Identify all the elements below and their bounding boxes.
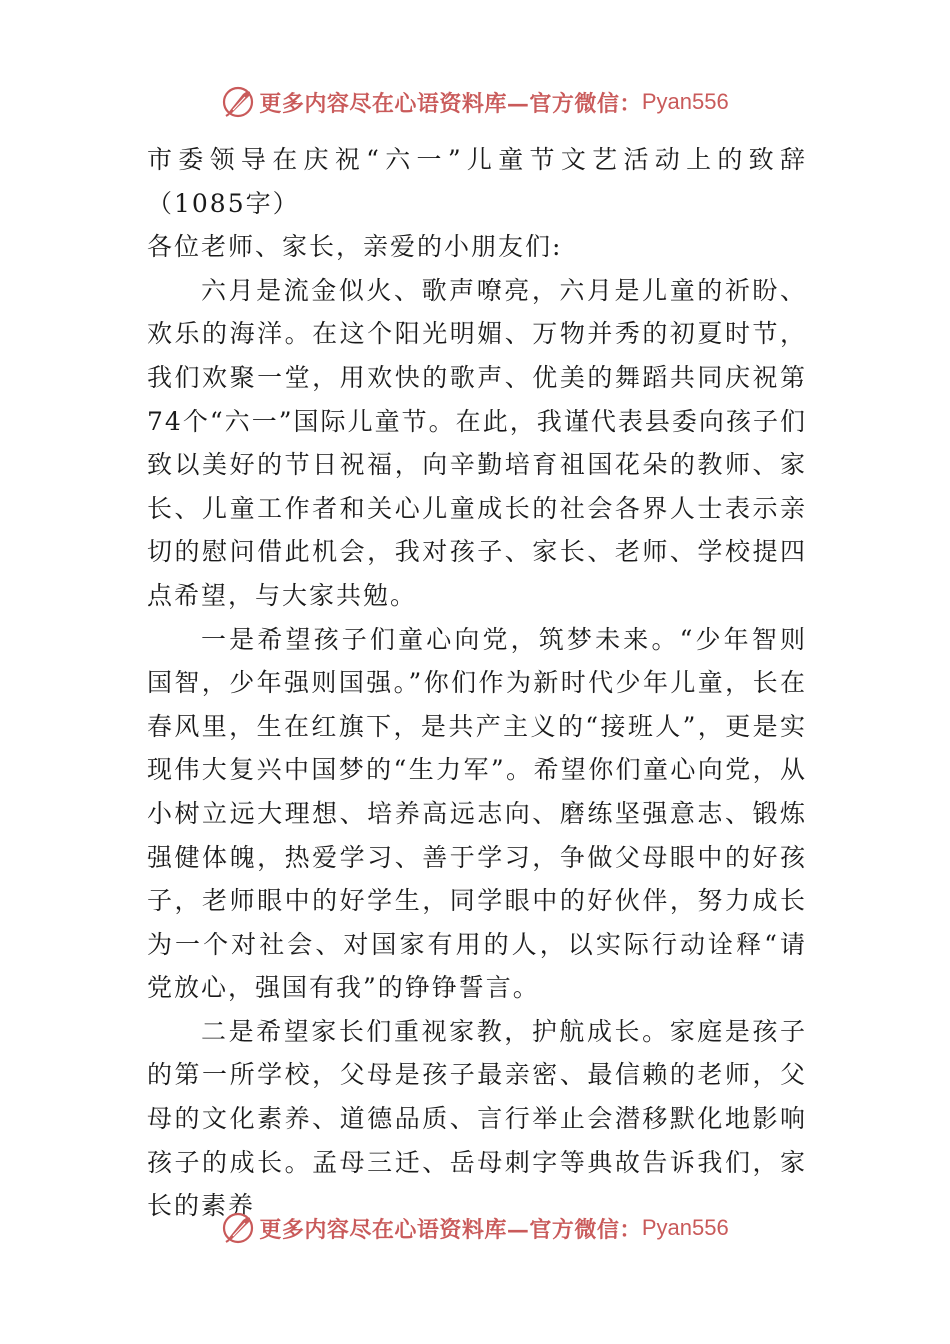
footer-banner-wechat-id: Pyan556	[641, 1215, 729, 1240]
quill-pen-logo-icon	[221, 1211, 255, 1245]
paragraph-3: 二是希望家长们重视家教，护航成长。家庭是孩子的第一所学校，父母是孩子最亲密、最信赖的老师，父母的文化素养、道德品质、言行举止会潜移默化地影响孩子的成长。孟母三迁、岳母刺字等典故告诉我们，家长的素养	[147, 1016, 807, 1221]
paragraph-1: 六月是流金似火、歌声嘹亮，六月是儿童的祈盼、欢乐的海洋。在这个阳光明媚、万物并秀的初夏时节，我们欢聚一堂，用欢快的歌声、优美的舞蹈共同庆祝第74个“六一”国际儿童节。在此，我谨代表县委向孩子们致以美好的节日祝福，向辛勤培育祖国花朵的教师、家长、儿童工作者和关心儿童成长的社会各界人士表示亲切的慰问借此机会，我对孩子、家长、老师、学校提四点希望，与大家共勉。	[147, 275, 808, 610]
header-banner	[0, 80, 950, 124]
quill-pen-logo-icon	[221, 85, 255, 119]
header-banner-text: 更多内容尽在心语资料库—官方微信：	[259, 90, 642, 117]
footer-banner-text: 更多内容尽在心语资料库—官方微信：	[259, 1216, 642, 1243]
header-banner-wechat-id: Pyan556	[641, 89, 729, 114]
paragraph-2: 一是希望孩子们童心向党，筑梦未来。“少年智则国智，少年强则国强。”你们作为新时代少年儿童，长在春风里，生在红旗下，是共产主义的“接班人”，更是实现伟大复兴中国梦的“生力军”。希望你们童心向党，从小树立远大理想、培养高远志向、磨练坚强意志、锻炼强健体魄，热爱学习、善于学习，争做父母眼中的好孩子，老师眼中的好学生，同学眼中的好伙伴，努力成长为一个对社会、对国家有用的人，以实际行动诠释“请党放心，强国有我”的铮铮誓言。	[147, 624, 807, 1003]
salutation: 各位老师、家长，亲爱的小朋友们:	[147, 232, 563, 262]
document-title: 市委领导在庆祝“六一”儿童节文艺活动上的致辞（1085字）	[147, 145, 807, 218]
document-body	[147, 138, 807, 1228]
footer-banner	[0, 1206, 950, 1250]
